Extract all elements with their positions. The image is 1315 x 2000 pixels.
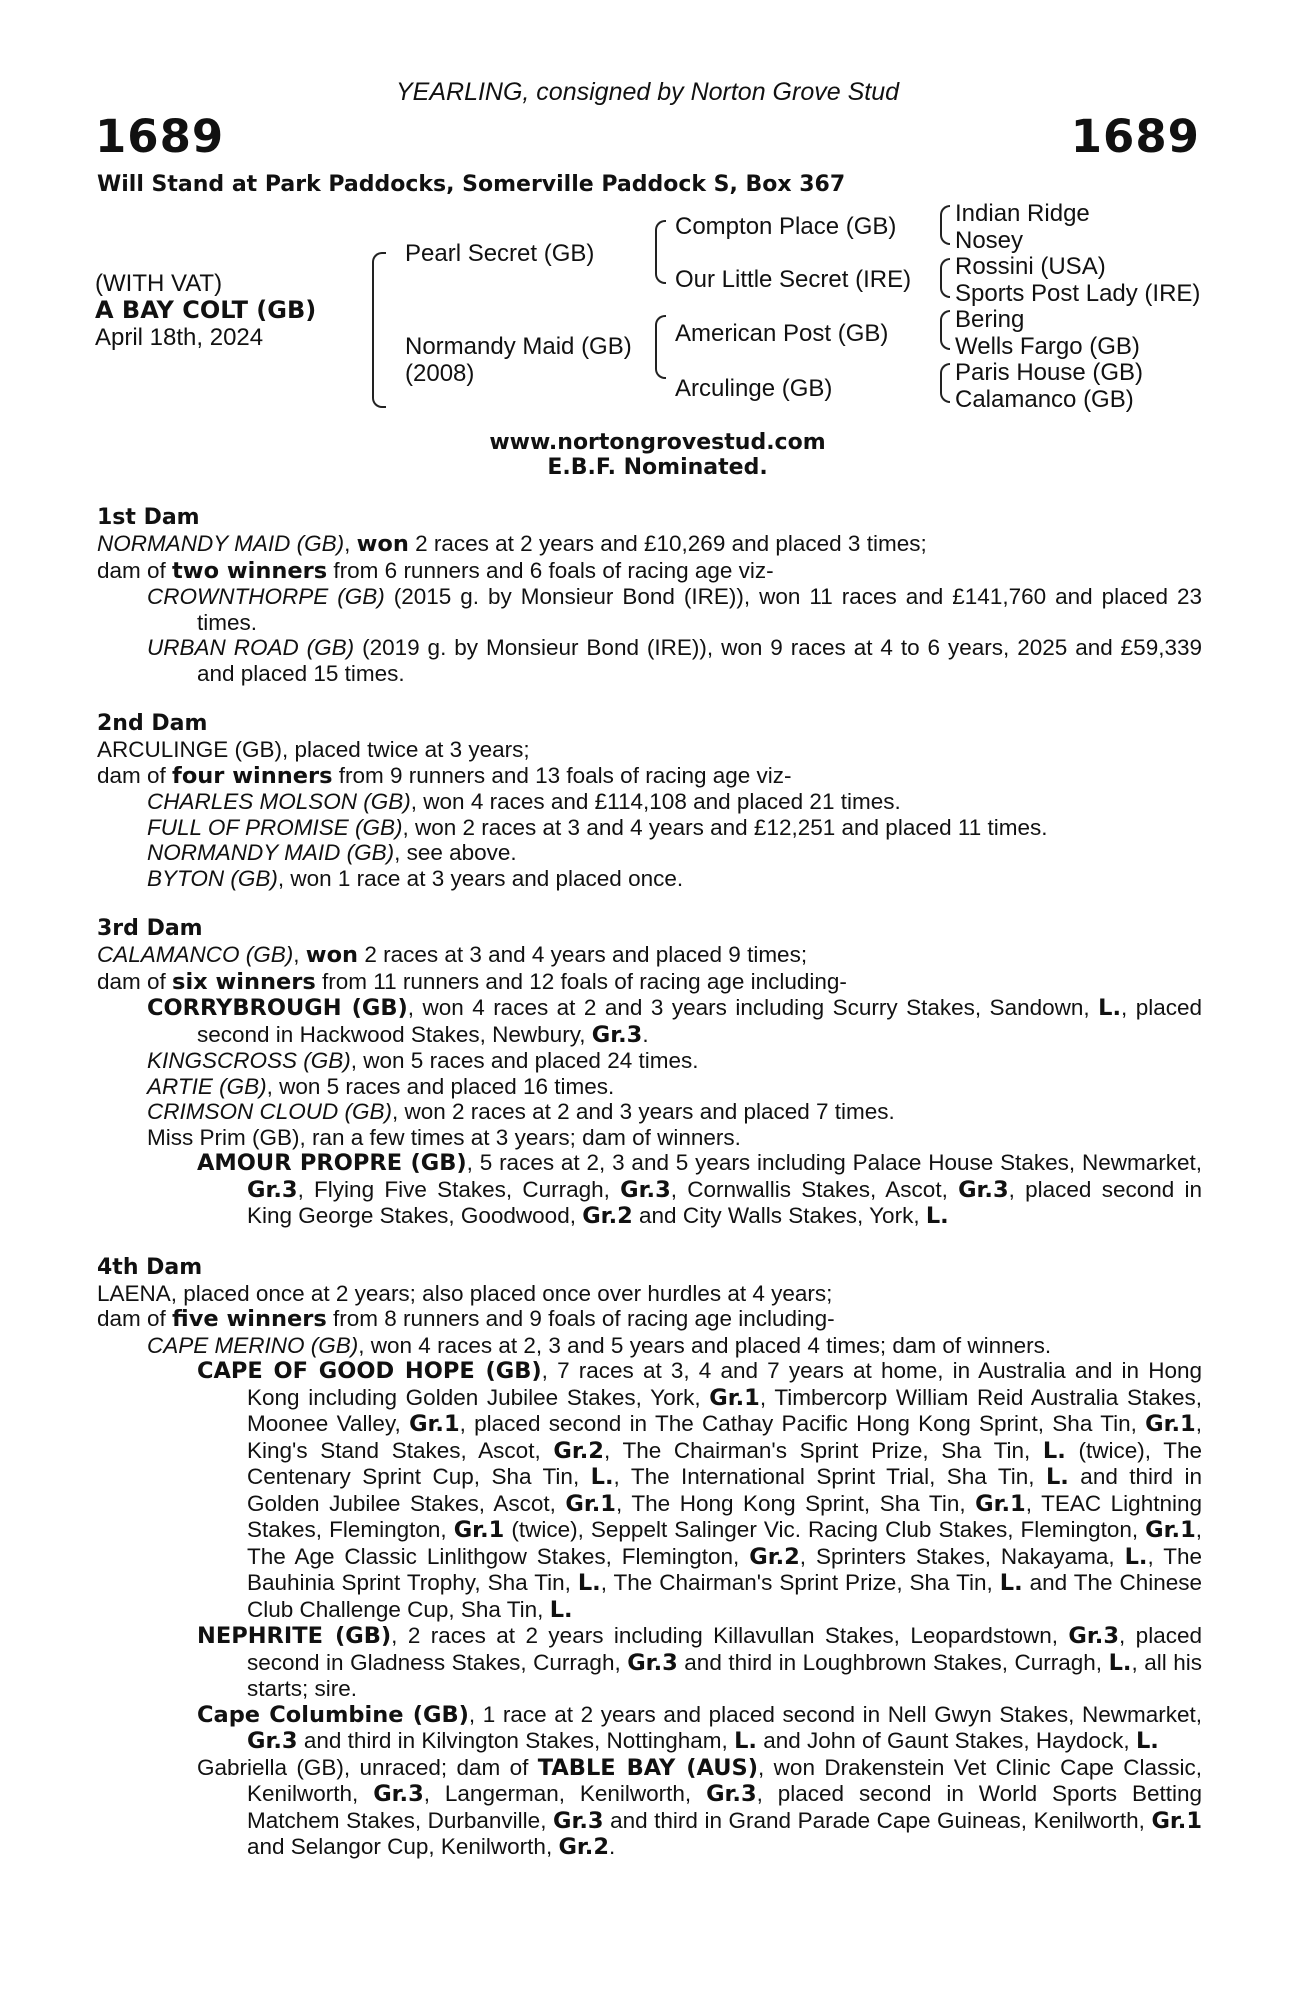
dam1-offspring-1: CROWNTHORPE (GB) (2015 g. by Monsieur Bond (IRE)), won 11 races and £141,760 and placed 23 times. (147, 584, 1202, 635)
section-2nd-dam (97, 711, 1202, 891)
lot-number-left: 1689 (95, 110, 225, 163)
horse-name: A BAY COLT (GB) (95, 296, 317, 324)
horse-dob: April 18th, 2024 (95, 324, 264, 351)
dam3-offspring-4: CRIMSON CLOUD (GB), won 2 races at 2 and 3 years and placed 7 times. (147, 1099, 895, 1124)
dam3-offspring-3: ARTIE (GB), won 5 races and placed 16 times. (147, 1073, 615, 1099)
dam2-offspring-1: CHARLES MOLSON (GB), won 4 races and £114,108 and placed 21 times. (147, 789, 901, 814)
ebf-note: E.B.F. Nominated. (547, 455, 768, 480)
dam4-nephrite: NEPHRITE (GB), 2 races at 2 years including Killavullan Stakes, Leopardstown, Gr.3, placed second in Gladness Stakes, Curragh, Gr.3 and third in Loughbrown Stakes, Curragh, L., all his starts; sire. (197, 1623, 1202, 1701)
sire-sire-dam: Nosey (955, 227, 1024, 254)
dam2-line2: dam of four winners from 9 runners and 13 foals of racing age viz- (97, 762, 792, 789)
dam-year: (2008) (405, 360, 475, 387)
dam-dam: Arculinge (GB) (675, 375, 833, 402)
dam1-offspring-2: URBAN ROAD (GB) (2019 g. by Monsieur Bond (IRE)), won 9 races at 4 to 6 years, 2025 and £59,339 and placed 15 times. (147, 635, 1203, 686)
dam4-line2: dam of five winners from 8 runners and 9 foals of racing age including- (97, 1306, 835, 1332)
brace-sd (940, 258, 950, 298)
pedigree-table (95, 200, 1235, 420)
dam3-line1: CALAMANCO (GB), won 2 races at 3 and 4 years and placed 9 times; (97, 942, 808, 968)
stand-location: Will Stand at Park Paddocks, Somerville Paddock S, Box 367 (97, 172, 846, 197)
sire-sire-sire: Indian Ridge (955, 200, 1090, 227)
dam3-offspring-1: CORRYBROUGH (GB), won 4 races at 2 and 3 years including Scurry Stakes, Sandown, L., placed second in Hackwood Stakes, Newbury, Gr.3. (147, 995, 1203, 1048)
vat-note: (WITH VAT) (95, 270, 223, 297)
heading-3rd-dam: 3rd Dam (97, 916, 203, 941)
section-3rd-dam (97, 916, 1202, 1230)
dam3-offspring-5: Miss Prim (GB), ran a few times at 3 years; dam of winners. (147, 1124, 741, 1150)
dam3-offspring-2: KINGSCROSS (GB), won 5 races and placed 24 times. (147, 1048, 699, 1073)
brace-ss (940, 205, 950, 245)
heading-2nd-dam: 2nd Dam (97, 711, 208, 736)
dam2-line1: ARCULINGE (GB), placed twice at 3 years; (97, 737, 530, 762)
sire: Pearl Secret (GB) (405, 240, 595, 267)
dam1-line1: NORMANDY MAID (GB), won 2 races at 2 years and £10,269 and placed 3 times; (97, 531, 927, 557)
dam3-line2: dam of six winners from 11 runners and 12 foals of racing age including- (97, 968, 847, 995)
sire-sire: Compton Place (GB) (675, 213, 897, 240)
footer-links (0, 430, 1315, 480)
website-link[interactable]: www.nortongrovestud.com (489, 430, 826, 455)
brace-ds (940, 310, 950, 350)
heading-4th-dam: 4th Dam (97, 1254, 203, 1280)
brace-sire (655, 220, 666, 284)
dam4-line1: LAENA, placed once at 2 years; also placed once over hurdles at 4 years; (97, 1280, 833, 1306)
sire-dam-sire: Rossini (USA) (955, 253, 1106, 280)
brace-dam (655, 315, 666, 379)
heading-1st-dam: 1st Dam (97, 505, 200, 530)
section-1st-dam (97, 505, 1202, 686)
brace-main (372, 252, 386, 408)
lot-subtitle: YEARLING, consigned by Norton Grove Stud (395, 78, 900, 106)
dam4-cape-columbine: Cape Columbine (GB), 1 race at 2 years and placed second in Nell Gwyn Stakes, Newmarket, Gr.3 and third in Kilvington Stakes, Nottingham, L. and John of Gaunt Stakes, Haydock, L. (197, 1701, 1202, 1754)
dam3-grand-offspring-1: AMOUR PROPRE (GB), 5 races at 2, 3 and 5 years including Palace House Stakes, Newmarket, Gr.3, Flying Five Stakes, Curragh, Gr.3, Cornwallis Stakes, Ascot, Gr.3, placed second in King George Stakes, Goodwood, Gr.2 and City Walls Stakes, York, L. (197, 1150, 1203, 1229)
dam2-offspring-4: BYTON (GB), won 1 race at 3 years and placed once. (147, 865, 684, 891)
dam-sire-sire: Bering (955, 306, 1025, 333)
dam-dam-sire: Paris House (GB) (955, 359, 1144, 386)
lot-number-right: 1689 (1070, 110, 1200, 163)
dam1-line2: dam of two winners from 6 runners and 6 foals of racing age viz- (97, 557, 774, 584)
dam: Normandy Maid (GB) (405, 333, 632, 360)
dam-sire: American Post (GB) (675, 320, 889, 347)
catalogue-body (97, 505, 1202, 1886)
dam4-offspring-1: CAPE MERINO (GB), won 4 races at 2, 3 and 5 years and placed 4 times; dam of winners. (147, 1332, 1052, 1358)
dam-dam-dam: Calamanco (GB) (955, 386, 1134, 413)
brace-dd (940, 363, 950, 403)
sire-dam: Our Little Secret (IRE) (675, 266, 912, 293)
dam-sire-dam: Wells Fargo (GB) (955, 333, 1140, 360)
lot-heading (95, 78, 1200, 178)
dam2-offspring-2: FULL OF PROMISE (GB), won 2 races at 3 and 4 years and £12,251 and placed 11 times. (147, 814, 1048, 840)
dam4-gabriella: Gabriella (GB), unraced; dam of TABLE BAY (AUS), won Drakenstein Vet Clinic Cape Classic, Kenilworth, Gr.3, Langerman, Kenilworth, Gr.3, placed second in World Sports Betting Matchem Stakes, Durbanville, Gr.3 and third in Grand Parade Cape Guineas, Kenilworth, Gr.1 and Selangor Cup, Kenilworth, Gr.2. (197, 1754, 1202, 1860)
dam2-offspring-3: NORMANDY MAID (GB), see above. (147, 840, 517, 865)
section-4th-dam (97, 1255, 1202, 1861)
sire-dam-dam: Sports Post Lady (IRE) (955, 280, 1201, 307)
dam4-cape-of-good-hope: CAPE OF GOOD HOPE (GB), 7 races at 3, 4 and 7 years at home, in Australia and in Hong Kong including Golden Jubilee Stakes, York, Gr.1, Timbercorp William Reid Australia Stakes, Moonee Valley, Gr.1, placed second in The Cathay Pacific Hong Kong Sprint, Sha Tin, Gr.1, King's Stand Stakes, Ascot, Gr.2, The Chairman's Sprint Prize, Sha Tin, L. (twice), The Centenary Sprint Cup, Sha Tin, L., The International Sprint Trial, Sha Tin, L. and third in Golden Jubilee Stakes, Ascot, Gr.1, The Hong Kong Sprint, Sha Tin, Gr.1, TEAC Lightning Stakes, Flemington, Gr.1 (twice), Seppelt Salinger Vic. Racing Club Stakes, Flemington, Gr.1, The Age Classic Linlithgow Stakes, Flemington, Gr.2, Sprinters Stakes, Nakayama, L., The Bauhinia Sprint Trophy, Sha Tin, L., The Chairman's Sprint Prize, Sha Tin, L. and The Chinese Club Challenge Cup, Sha Tin, L. (197, 1358, 1203, 1623)
